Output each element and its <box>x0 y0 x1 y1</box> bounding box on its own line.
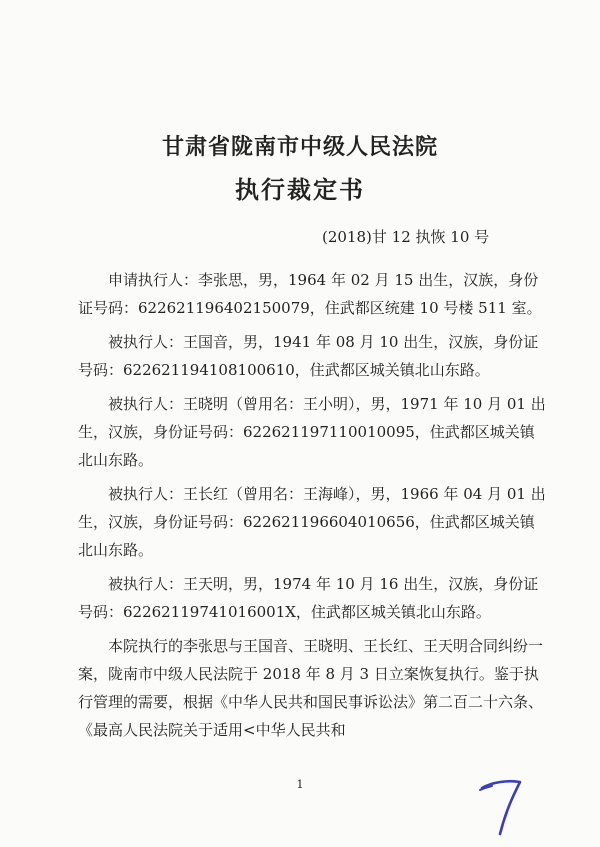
paragraph-applicant: 申请执行人：李张思，男，1964 年 02 月 15 出生，汉族，身份证号码：622621196402150079，住武都区统建 10 号楼 511 室。 <box>78 271 542 317</box>
paragraph-respondent-1: 被执行人：王国音，男，1941 年 08 月 10 出生，汉族，身份证号码：622621194108100610，住武都区城关镇北山东路。 <box>78 333 539 379</box>
document-body <box>78 266 548 750</box>
paragraph-respondent-3: 被执行人：王长红（曾用名：王海峰），男，1966 年 04 月 01 出生，汉族，身份证号码：622621196604010656，住武都区城关镇北山东路。 <box>78 485 546 559</box>
court-name: 甘肃省陇南市中级人民法院 <box>161 134 438 160</box>
handwritten-seven-mark <box>478 776 524 838</box>
paragraph-respondent-2: 被执行人：王晓明（曾用名：王小明），男，1971 年 10 月 01 出生，汉族，身份证号码：622621197110010095，住武都区城关镇北山东路。 <box>78 395 546 469</box>
document-title: 执行裁定书 <box>235 175 365 204</box>
case-number: (2018)甘 12 执恢 10 号 <box>322 228 490 246</box>
paragraph-case-statement: 本院执行的李张思与王国音、王晓明、王长红、王天明合同纠纷一案，陇南市中级人民法院于 2018 年 8 月 3 日立案恢复执行。鉴于执行管理的需要，根据《中华人民共和国民事诉讼法》第二百二十六条、《最高人民法院关于适用<中华人民共和 <box>78 637 544 739</box>
page-number: 1 <box>296 778 304 791</box>
paragraph-respondent-4: 被执行人：王天明，男，1974 年 10 月 16 出生，汉族，身份证号码：62262119741016001X，住武都区城关镇北山东路。 <box>78 575 539 621</box>
